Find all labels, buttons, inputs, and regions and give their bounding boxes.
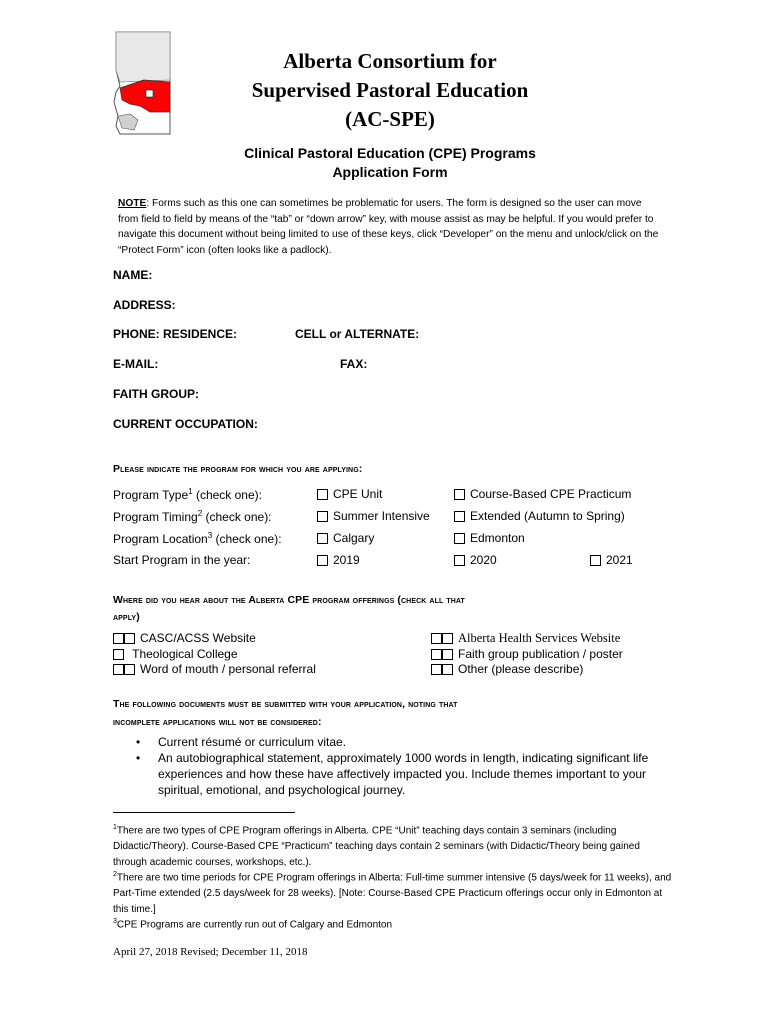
title-line-3: (AC-SPE) (345, 107, 435, 131)
year-2021-option[interactable] (590, 553, 633, 567)
footnote-1-num: 1 (113, 824, 117, 831)
note-text: : Forms such as this one can sometimes be problematic for users. The form is designed so the user can move from field to field by means of the “tab” or “down arrow” key, with mouse assist as may be helpful. If you would prefer to navigate this document without being limited to use of these keys, click “Developer” on the menu and unlock/click on the “Protect Form” icon (often looks like a padlock). (118, 198, 659, 256)
hear-ahs-checkbox-b[interactable] (442, 633, 453, 644)
cpe-unit-label: CPE Unit (333, 487, 383, 501)
footnote-3 (113, 914, 673, 933)
start-year-label: Start Program in the year: (113, 553, 251, 567)
edmonton-checkbox[interactable] (454, 533, 465, 544)
hear-casc-option[interactable] (113, 631, 256, 645)
docs-heading (113, 695, 658, 731)
hear-faith-option[interactable] (431, 647, 623, 661)
address-field[interactable]: ADDRESS: (113, 298, 176, 312)
extended-checkbox[interactable] (454, 511, 465, 522)
hear-other-checkbox-b[interactable] (442, 664, 453, 675)
program-type-text: Program Type (113, 488, 189, 502)
footnote-2-num: 2 (113, 871, 117, 878)
hear-word-checkbox-b[interactable] (124, 664, 135, 675)
footnote-divider (113, 812, 295, 813)
page-subtitle (180, 144, 600, 182)
hear-word-label: Word of mouth / personal referral (140, 662, 316, 676)
calgary-label: Calgary (333, 531, 375, 545)
calgary-option[interactable] (317, 531, 374, 545)
program-location-label (113, 531, 282, 546)
bullet-2-marker: • (136, 751, 141, 765)
program-timing-label (113, 509, 272, 524)
program-heading: Please indicate the program for which you are applying: (113, 463, 363, 475)
program-location-suffix: (check one): (212, 532, 282, 546)
occupation-field[interactable]: CURRENT OCCUPATION: (113, 417, 258, 431)
year-2021-label: 2021 (606, 553, 633, 567)
cpe-unit-option[interactable] (317, 487, 382, 501)
footnote-2-text: There are two time periods for CPE Program offerings in Alberta: Full-time summer intensive (5 days/week for 11 weeks), and Part-Time extended (2.5 days/week for 28 weeks). [Note: Course-Based CPE Practicum offerings occur only in Edmonton at this time.] (113, 872, 672, 915)
note-label: NOTE (118, 198, 147, 209)
fax-field[interactable]: FAX: (340, 357, 368, 371)
subtitle-line-2: Application Form (332, 164, 448, 180)
summer-intensive-checkbox[interactable] (317, 511, 328, 522)
cpe-unit-checkbox[interactable] (317, 489, 328, 500)
edmonton-option[interactable] (454, 531, 525, 545)
hear-casc-checkbox-b[interactable] (124, 633, 135, 644)
hear-faith-label: Faith group publication / poster (458, 647, 623, 661)
year-2020-option[interactable] (454, 553, 497, 567)
cell-alternate-field[interactable]: CELL or ALTERNATE: (295, 327, 420, 341)
program-timing-suffix: (check one): (202, 510, 272, 524)
hear-casc-label: CASC/ACSS Website (140, 631, 256, 645)
program-type-suffix: (check one): (192, 488, 262, 502)
title-line-1: Alberta Consortium for (283, 49, 497, 73)
hear-ahs-checkbox-a[interactable] (431, 633, 442, 644)
program-type-sup: 1 (188, 487, 193, 496)
calgary-checkbox[interactable] (317, 533, 328, 544)
hear-other-checkbox-a[interactable] (431, 664, 442, 675)
footnote-1 (113, 820, 673, 870)
docs-heading-line-2: incomplete applications will not be considered: (113, 716, 322, 728)
edmonton-label: Edmonton (470, 531, 525, 545)
program-timing-sup: 2 (197, 509, 203, 518)
year-2020-checkbox[interactable] (454, 555, 465, 566)
program-timing-text: Program Timing (113, 510, 198, 524)
phone-residence-field[interactable]: PHONE: RESIDENCE: (113, 327, 238, 341)
hear-casc-checkbox-a[interactable] (113, 633, 124, 644)
footnote-3-text: CPE Programs are currently run out of Calgary and Edmonton (116, 919, 393, 931)
hear-word-checkbox-a[interactable] (113, 664, 124, 675)
title-line-2: Supervised Pastoral Education (251, 78, 529, 102)
hear-ahs-label: Alberta Health Services Website (458, 631, 621, 645)
bullet-2-text: An autobiographical statement, approximately 1000 words in length, indicating significant life experiences and how these have affectively impacted you. Include themes important to your spiritual, emotional, and psychological journey. (158, 751, 649, 797)
name-field[interactable]: NAME: (113, 268, 153, 282)
hear-other-label: Other (please describe) (458, 662, 584, 676)
hear-heading-line-1: Where did you hear about the Alberta CPE program offerings (check all that (113, 594, 465, 606)
email-field[interactable]: E-MAIL: (113, 357, 159, 371)
year-2020-label: 2020 (470, 553, 497, 567)
extended-label: Extended (Autumn to Spring) (470, 509, 625, 523)
summer-intensive-option[interactable] (317, 509, 430, 523)
hear-faith-checkbox-a[interactable] (431, 649, 442, 660)
faith-group-field[interactable]: FAITH GROUP: (113, 387, 199, 401)
hear-word-option[interactable] (113, 662, 316, 676)
bullet-1-text: Current résumé or curriculum vitae. (158, 735, 347, 749)
program-type-label (113, 487, 262, 502)
hear-heading-line-2: apply) (113, 611, 140, 623)
program-location-text: Program Location (113, 532, 208, 546)
docs-heading-line-1: The following documents must be submitted with your application, noting that (113, 698, 458, 710)
hear-ahs-option[interactable] (431, 631, 620, 646)
footnote-2 (113, 867, 673, 917)
footnote-3-num: 3 (113, 918, 117, 925)
year-2021-checkbox[interactable] (590, 555, 601, 566)
summer-intensive-label: Summer Intensive (333, 509, 430, 523)
bullet-1-marker: • (136, 735, 141, 749)
year-2019-label: 2019 (333, 553, 360, 567)
extended-option[interactable] (454, 509, 625, 523)
note-paragraph (118, 196, 663, 258)
alberta-map-logo (110, 30, 180, 138)
hear-college-option[interactable] (113, 647, 238, 661)
hear-college-checkbox[interactable] (113, 649, 124, 660)
course-based-option[interactable] (454, 487, 631, 501)
hear-faith-checkbox-b[interactable] (442, 649, 453, 660)
subtitle-line-1: Clinical Pastoral Education (CPE) Programs (244, 145, 536, 161)
footnote-1-text: There are two types of CPE Program offerings in Alberta. CPE “Unit” teaching days contain 3 seminars (including Didactic/Theory). Course-Based CPE “Practicum” teaching days contain 2 seminars (with Didactic/Theory being gained through academic courses, workshops, etc.). (113, 825, 640, 868)
year-2019-option[interactable] (317, 553, 360, 567)
program-location-sup: 3 (207, 531, 213, 540)
hear-heading (113, 592, 653, 626)
hear-other-option[interactable] (431, 662, 583, 676)
year-2019-checkbox[interactable] (317, 555, 328, 566)
hear-college-label: Theological College (132, 647, 238, 661)
course-based-checkbox[interactable] (454, 489, 465, 500)
course-based-label: Course-Based CPE Practicum (470, 487, 632, 501)
revision-date: April 27, 2018 Revised; December 11, 2018 (113, 946, 308, 958)
page-title (190, 47, 590, 134)
